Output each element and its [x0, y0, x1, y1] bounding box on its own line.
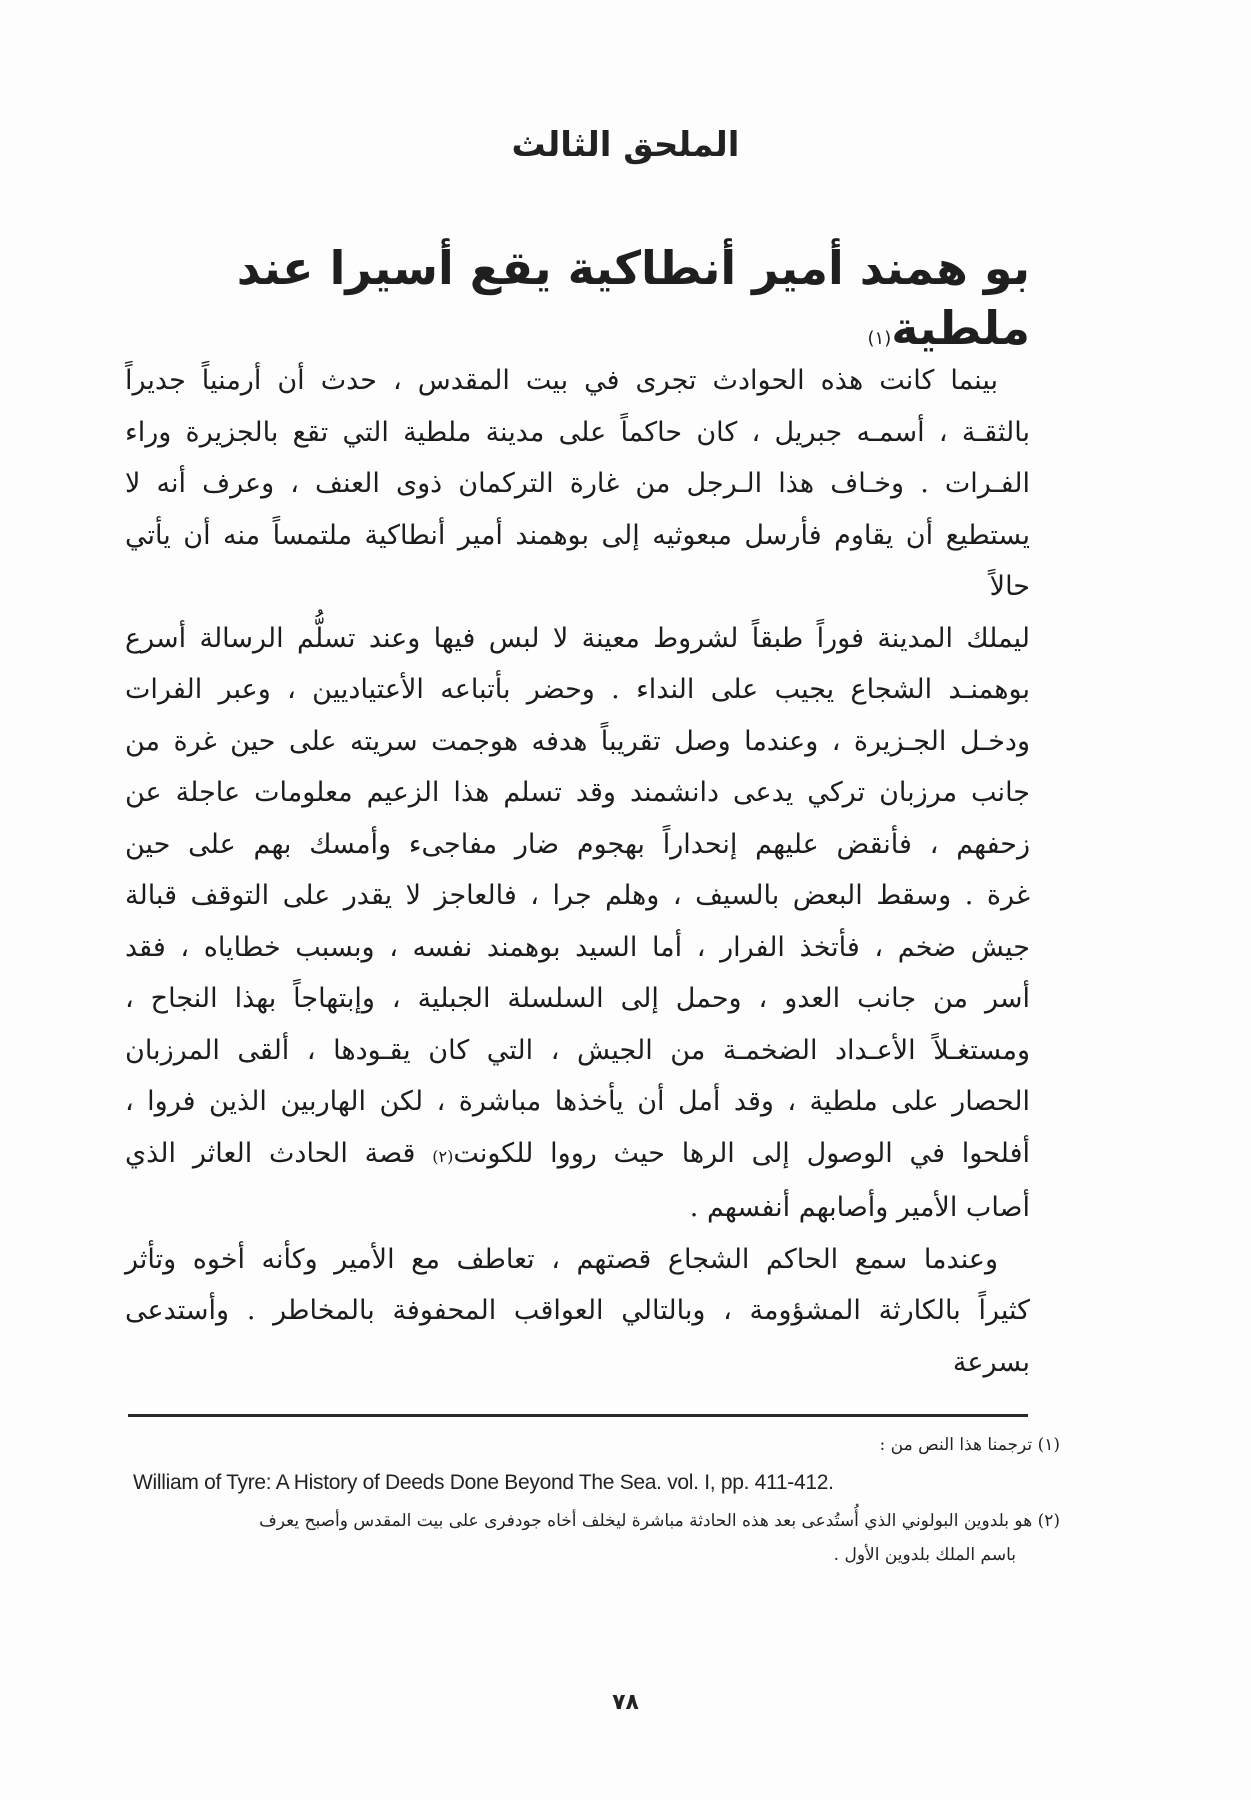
footnote-2-continuation: باسم الملك بلدوين الأول . [833, 1545, 1016, 1565]
text-segment: قصة الحادث العاثر الذي [125, 1137, 433, 1169]
footnote-marker: (١) [1037, 1435, 1060, 1455]
footnote-text: ترجمنا هذا النص من : [879, 1435, 1033, 1455]
chapter-title [125, 238, 1030, 369]
footnote-1-source: William of Tyre: A History of Deeds Done Beyond The Sea. vol. I, pp. 411-412. [133, 1471, 834, 1494]
text-line: وعندما سمع الحاكم الشجاع قصتهم ، تعاطف مع الأمير وكأنه أخوه وتأثر [125, 1243, 998, 1275]
footnote-marker: (٢) [1037, 1511, 1060, 1531]
text-line: بالثقـة ، أسمـه جبريل ، كان حاكماً على مدينة ملطية التي تقع بالجزيرة وراء [125, 416, 1030, 448]
text-line: جيش ضخم ، فأتخذ الفرار ، أما السيد بوهمند نفسه ، وبسبب خطاياه ، فقد [125, 931, 1030, 963]
text-line: ودخـل الجـزيرة ، وعندما وصل تقريباً هدفه هوجمت سريته على حين غرة من [125, 725, 1030, 757]
text-line: يستطيع أن يقاوم فأرسل مبعوثيه إلى بوهمند أمير أنطاكية ملتمساً منه أن يأتي حالاً [125, 519, 1030, 602]
text-line-with-ref [125, 1128, 1030, 1183]
footnote-text: هو بلدوين البولوني الذي أُستُدعى بعد هذه الحادثة مباشرة ليخلف أخاه جودفرى على بيت المقدس وأصبح يعرف [259, 1511, 1033, 1531]
text-line: أصاب الأمير وأصابهم أنفسهم . [689, 1192, 1030, 1223]
appendix-label: الملحق الثالث [511, 125, 740, 165]
text-line: كثيراً بالكارثة المشؤومة ، وبالتالي العواقب المحفوفة بالمخاطر . وأستدعى بسرعة [125, 1295, 1030, 1378]
footnote-divider [128, 1414, 1028, 1417]
paragraph-2 [125, 1234, 1030, 1389]
text-line: ومستغـلاً الأعـداد الضخمـة من الجيش ، التي كان يقـودها ، ألقى المرزبان [125, 1034, 1030, 1066]
page-number: ٧٨ [612, 1690, 639, 1715]
text-segment: أفلحوا في الوصول إلى الرها حيث رووا للكونت [453, 1137, 1030, 1169]
text-line: الحصار على ملطية ، وقد أمل أن يأخذها مباشرة ، لكن الهاربين الذين فروا ، [125, 1086, 1030, 1117]
chapter-title-text: بو همند أمير أنطاكية يقع أسيرا عند ملطية [236, 241, 1030, 355]
text-line: غرة . وسقط البعض بالسيف ، وهلم جرا ، فالعاجز لا يقدر على التوقف قبالة [125, 880, 1030, 911]
text-line: الفـرات . وخـاف هذا الـرجل من غارة التركمان ذوى العنف ، وعرف أنه لا [125, 468, 1030, 499]
footnote-1 [125, 1428, 1060, 1462]
paragraph-1 [125, 355, 1030, 1234]
footnote-ref-2[interactable]: (٢) [432, 1146, 454, 1166]
footnote-2 [125, 1504, 1060, 1538]
footnotes [125, 1428, 1060, 1572]
text-line: ليملك المدينة فوراً طبقاً لشروط معينة لا لبس فيها وعند تسلُّم الرسالة أسرع [125, 622, 1030, 654]
text-line: جانب مرزبان تركي يدعى دانشمند وقد تسلم هذا الزعيم معلومات عاجلة عن [125, 777, 1030, 808]
title-footnote-ref[interactable]: (١) [867, 328, 892, 349]
text-line: بوهمنـد الشجاع يجيب على النداء . وحضر بأتباعه الأعتياديين ، وعبر الفرات [125, 674, 1030, 705]
text-line: أسر من جانب العدو ، وحمل إلى السلسلة الجبلية ، وإبتهاجاً بهذا النجاح ، [125, 983, 1030, 1014]
text-line: زحفهم ، فأنقض عليهم إنحداراً بهجوم ضار مفاجىء وأمسك بهم على حين [125, 828, 1030, 860]
body-text [125, 355, 1030, 1388]
text-line: بينما كانت هذه الحوادث تجرى في بيت المقدس ، حدث أن أرمنياً جديراً [125, 365, 998, 396]
